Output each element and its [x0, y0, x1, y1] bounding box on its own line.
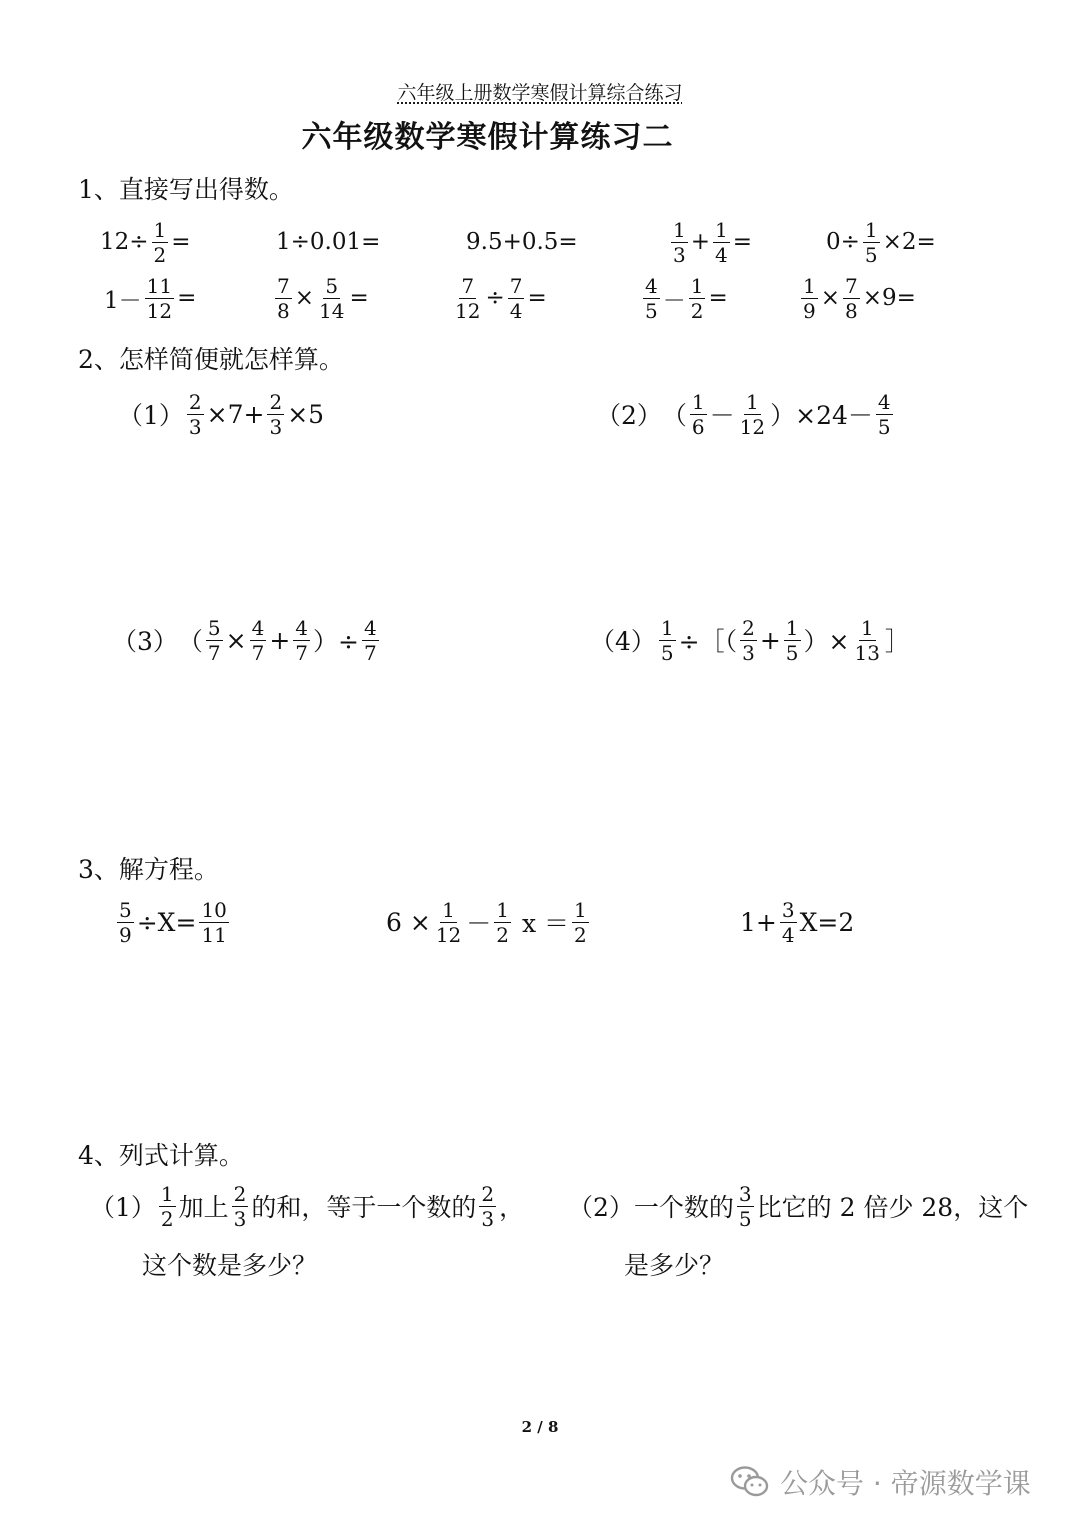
fraction: $\frac{7}{8}$	[277, 273, 290, 323]
fraction: $\frac{4}{7}$	[363, 615, 377, 665]
fraction: $\frac{4}{7}$	[251, 615, 265, 665]
q1-item-i: $\frac{4}{5}$ － $\frac{1}{2}$ =	[645, 273, 728, 323]
q1-item-e: 0÷ $\frac{1}{5}$ ×2=	[826, 217, 936, 267]
fraction: $\frac{3}{4}$	[781, 897, 795, 947]
fraction: $\frac{1}{2}$	[496, 897, 510, 947]
q2-problem-3: （3） （ $\frac{5}{7}$ × $\frac{4}{7}$ + $\frac{4}{7}$ ）÷ $\frac{4}{7}$	[112, 615, 377, 665]
fraction: $\frac{4}{7}$	[295, 615, 309, 665]
watermark-text: 公众号 · 帝源数学课	[780, 1467, 1031, 1500]
q4-problem-2: （2）一个数的 $\frac{3}{5}$ 比它的 2 倍少 28，这个	[568, 1181, 1029, 1231]
fraction: $\frac{4}{5}$	[877, 389, 891, 439]
fraction: $\frac{3}{5}$	[738, 1181, 752, 1231]
fraction: $\frac{5}{7}$	[207, 615, 221, 665]
fraction: $\frac{10}{11}$	[201, 897, 227, 947]
section-4-heading: 4、列式计算。	[78, 1141, 244, 1170]
section-2-heading: 2、怎样简便就怎样算。	[78, 345, 344, 374]
fraction: $\frac{1}{5}$	[785, 615, 799, 665]
q2-problem-2: （2） （ $\frac{1}{6}$ － $\frac{1}{12}$ ）×24－ $\frac{4}{5}$	[596, 389, 891, 439]
fraction: $\frac{11}{12}$	[146, 273, 173, 323]
page-number: 2 / 8	[521, 1418, 559, 1436]
q1-item-g: $\frac{7}{8}$ × $\frac{5}{14}$ =	[277, 273, 369, 323]
fraction: $\frac{5}{14}$	[319, 273, 345, 323]
fraction: $\frac{7}{12}$	[455, 273, 481, 323]
fraction: $\frac{2}{3}$	[481, 1181, 495, 1231]
section-1-heading: 1、直接写出得数。	[78, 175, 294, 204]
fraction: $\frac{1}{2}$	[153, 217, 167, 267]
q4-problem-1-line-2: 这个数是多少？	[142, 1251, 318, 1280]
fraction: $\frac{1}{2}$	[690, 273, 704, 323]
section-3-heading: 3、解方程。	[78, 855, 219, 884]
fraction: $\frac{1}{4}$	[715, 217, 728, 267]
q4-problem-1: （1） $\frac{1}{2}$ 加上 $\frac{2}{3}$ 的和，等于一个数的 $\frac{2}{3}$ ，	[90, 1181, 525, 1231]
fraction: $\frac{1}{2}$	[160, 1181, 174, 1231]
fraction: $\frac{7}{8}$	[845, 273, 858, 323]
fraction: $\frac{1}{3}$	[673, 217, 686, 267]
fraction: $\frac{2}{3}$	[742, 615, 755, 665]
fraction: $\frac{1}{6}$	[691, 389, 705, 439]
fraction: $\frac{1}{12}$	[435, 897, 462, 947]
q2-problem-4: （4） $\frac{1}{5}$ ÷［（ $\frac{2}{3}$ + $\frac{1}{5}$ ）× $\frac{1}{13}$ ］	[590, 615, 910, 665]
watermark	[730, 1462, 1031, 1502]
fraction: $\frac{1}{9}$	[803, 273, 816, 323]
q2-problem-1: （1） $\frac{2}{3}$ ×7+ $\frac{2}{3}$ ×5	[118, 389, 325, 439]
q4-problem-2-line-2: 是多少？	[624, 1251, 725, 1280]
fraction: $\frac{1}{13}$	[854, 615, 880, 665]
page-title: 六年级数学寒假计算练习二	[301, 120, 674, 155]
fraction: $\frac{2}{3}$	[269, 389, 283, 439]
q1-item-j: $\frac{1}{9}$ × $\frac{7}{8}$ ×9=	[803, 273, 916, 323]
fraction: $\frac{2}{3}$	[233, 1181, 247, 1231]
q1-item-a: 12÷ $\frac{1}{2}$ =	[100, 217, 191, 267]
q1-item-b: 1÷0.01=	[276, 229, 381, 255]
fraction: $\frac{1}{5}$	[864, 217, 878, 267]
q3-equation-2: 6 × $\frac{1}{12}$ － $\frac{1}{2}$ x ＝ $\frac{1}{2}$	[386, 897, 587, 947]
q1-item-c: 9.5+0.5=	[466, 229, 578, 255]
fraction: $\frac{5}{9}$	[119, 897, 132, 947]
q1-item-h: $\frac{7}{12}$ ÷ $\frac{7}{4}$ =	[455, 273, 547, 323]
q1-item-f: 1－ $\frac{11}{12}$ =	[104, 273, 197, 323]
fraction: $\frac{2}{3}$	[188, 389, 202, 439]
page-header: 六年级上册数学寒假计算综合练习	[397, 82, 683, 104]
q3-equation-1: $\frac{5}{9}$ ÷X= $\frac{10}{11}$	[119, 897, 227, 947]
fraction: $\frac{7}{4}$	[509, 273, 523, 323]
fraction: $\frac{1}{12}$	[739, 389, 766, 439]
fraction: $\frac{1}{2}$	[574, 897, 587, 947]
fraction: $\frac{4}{5}$	[645, 273, 658, 323]
q3-equation-3: 1+ $\frac{3}{4}$ X=2	[740, 897, 855, 947]
wechat-icon	[730, 1465, 770, 1499]
q1-item-d: $\frac{1}{3}$ + $\frac{1}{4}$ =	[673, 217, 753, 267]
fraction: $\frac{1}{5}$	[660, 615, 674, 665]
